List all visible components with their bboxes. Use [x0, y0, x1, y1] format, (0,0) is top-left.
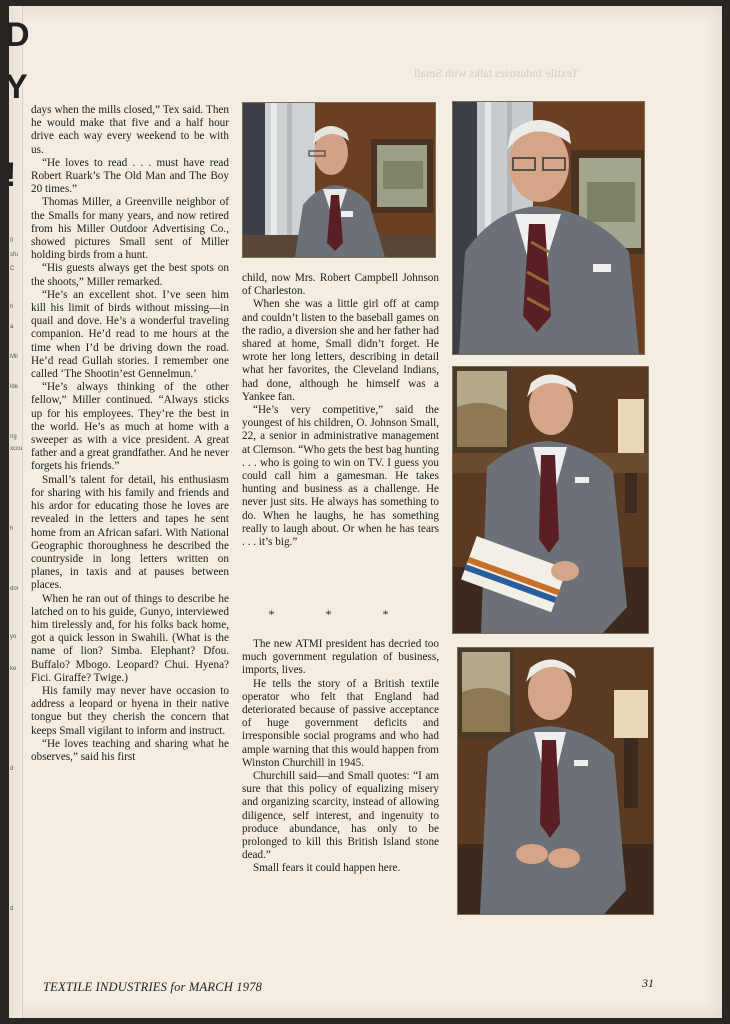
paragraph: Churchill said—and Small quotes: “I am sure that this policy of equalizing misery and organizing scarcity, instead of allowing diligence, self interest, and ingenuity to produce abundance, has only to be prolonged to kill this British Island stone dead.”	[242, 770, 439, 862]
photo-seated-magazine-image	[453, 367, 648, 633]
paragraph: “He’s an excellent shot. I’ve seen him kill his limit of birds without missing—in quail and dove. He’s a wonderful traveling companion. He’d read to me hours at the time when I’d be driving down the road. He’d read Gullah stories. I remember one called ‘The Shootin’est Gennelmun.’	[31, 288, 229, 381]
text-column-middle	[242, 272, 439, 549]
gutter-fragment: d	[10, 766, 14, 772]
paragraph: The new ATMI president has decried too much government regulation of business, imports, lives.	[242, 638, 439, 677]
gutter-fragment: sfu	[10, 252, 19, 258]
gutter-fragment: h	[10, 526, 14, 532]
gutter-letter: Y	[5, 68, 28, 106]
gutter-fragment: dor	[10, 586, 19, 592]
gutter-fragment: C	[10, 266, 15, 272]
paragraph: He tells the story of a British textile operator who felt that England had deteriorated because of passive acceptance of huge government deficits and irresponsible social programs and who had ample warning that this would happen from Winston Churchill in 1945.	[242, 677, 439, 769]
gutter-fragment: 0	[10, 238, 14, 244]
gutter-fragment: xccu	[10, 446, 23, 452]
paragraph: “He’s very competitive,” said the youngest of his children, O. Johnson Small, 22, a senior in administrative management at Clemson. “Who gets the best bag hunting . . . who is going to win on TV. I guess you could call him a gamesman. He takes hunting and business as a challenge. He never just sits. He always has something to do. When he laughs, he has something really to laugh about. Or when he has tears . . . it’s big.”	[242, 404, 439, 549]
paragraph: Small fears it could happen here.	[253, 862, 401, 875]
gutter-fragment: ke	[10, 666, 17, 672]
photo-seated-smiling	[457, 647, 654, 915]
text-column-left	[31, 104, 229, 764]
gutter-fragment: a	[10, 324, 14, 330]
gutter-fragment: lde	[10, 384, 19, 390]
show-through-running-head: Textile Industries talks with Small	[414, 66, 579, 80]
photo-seated-magazine	[452, 366, 649, 634]
photo-profile	[242, 102, 436, 258]
photo-portrait-image	[453, 102, 644, 354]
paragraph: His family may never have occasion to address a leopard or hyena in their native tongue but they cherish the concern that keeps Small vigilant to inform and instruct.	[31, 684, 229, 737]
paragraph: “He loves teaching and sharing what he observes,” said his first	[31, 737, 229, 763]
text-column-middle-lower	[242, 638, 439, 876]
paragraph: “He’s always thinking of the other fellow,” Miller continued. “Always sticks up for his employees. They’re the best in the world. He’s as much at home with a sweeper as with a vice president. A great father and a great grandfather. And he never forgets his friends.”	[31, 381, 229, 473]
photo-seated-smiling-image	[458, 648, 653, 914]
paragraph: child, now Mrs. Robert Campbell Johnson of Charleston.	[242, 272, 439, 298]
gutter-fragment: d	[10, 906, 14, 912]
gutter-letter: !	[5, 156, 17, 194]
paragraph: When he ran out of things to describe he latched on to his guide, Gunyo, interviewed him tirelessly and, for his folks back home, got a quick lesson in Swahili. (What is the name of lion? Simba. Elephant? Dfou. Buffalo? Mbogo. Leopard? Chui. Hyena? Fici. Giraffe? Twige.)	[31, 592, 229, 684]
paragraph: When she was a little girl off at camp and couldn’t listen to the baseball games on the radio, a diversion she and her father had shared at home, Small didn’t forget. He wrote her long letters, describing in detail what her favorites, the Cleveland Indians, had done, although he himself was a Yankee fan.	[242, 298, 439, 403]
magazine-page	[5, 6, 722, 1018]
paragraph: “His guests always get the best spots on the shoots,” Miller remarked.	[31, 262, 229, 288]
gutter-fragment: Mil	[10, 354, 18, 360]
section-separator: * * *	[268, 607, 413, 621]
gutter-fragment: yo	[10, 634, 17, 640]
paragraph: Small’s talent for detail, his enthusiasm for sharing with his family and friends and his ardor for educating those he loves are revealed in the letters and tapes he sent home from an African safari. With National Geographic thoroughness he described the countryside in long letters written on planes, in taxis and at pauses between places.	[31, 473, 229, 592]
adjacent-page-edge	[5, 6, 30, 1018]
paragraph: Thomas Miller, a Greenville neighbor of the Smalls for many years, and now retired from his Miller Outdoor Advertising Co., showed pictures Small sent of Miller holding birds from a hunt.	[31, 196, 229, 262]
page-number: 31	[642, 976, 654, 990]
publication-footer: TEXTILE INDUSTRIES for MARCH 1978	[43, 980, 263, 994]
paragraph: days when the mills closed,” Tex said. Then he would make that five and a half hour drive each way every weekend to be with us.	[31, 104, 229, 156]
photo-profile-image	[243, 103, 435, 257]
gutter-fragment: h	[10, 304, 14, 310]
photo-portrait	[452, 101, 645, 355]
gutter-letter: D	[5, 16, 30, 54]
gutter-fragment: ng	[10, 434, 17, 440]
paragraph: “He loves to read . . . must have read Robert Ruark’s The Old Man and The Boy 20 times.”	[31, 156, 229, 196]
